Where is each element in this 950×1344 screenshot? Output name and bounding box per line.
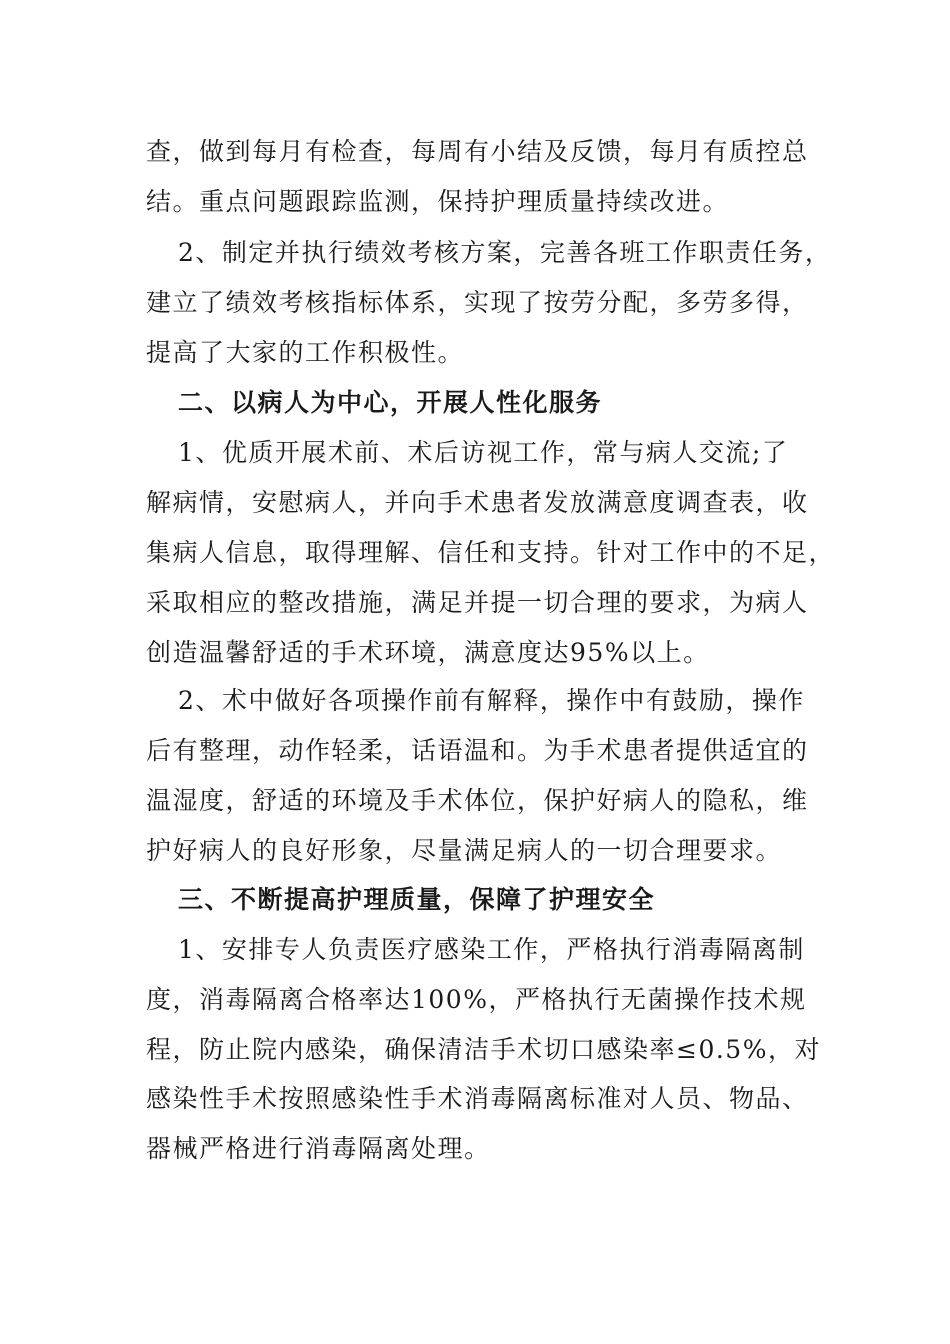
section-heading: 二、以病人为中心，开展人性化服务 xyxy=(178,388,603,417)
text-line: 器械严格进行消毒隔离处理。 xyxy=(146,1134,491,1163)
text-line: 后有整理，动作轻柔，话语温和。为手术患者提供适宜的 xyxy=(146,736,809,765)
text-line: 1、优质开展术前、术后访视工作，常与病人交流;了 xyxy=(178,438,789,467)
section-heading: 三、不断提高护理质量，保障了护理安全 xyxy=(178,885,656,914)
text-line: 提高了大家的工作积极性。 xyxy=(146,338,465,367)
text-line: 建立了绩效考核指标体系，实现了按劳分配，多劳多得， xyxy=(146,288,809,317)
text-line: 集病人信息，取得理解、信任和支持。针对工作中的不足， xyxy=(146,538,836,567)
text-line: 1、安排专人负责医疗感染工作，严格执行消毒隔离制 xyxy=(178,935,805,964)
text-line: 查，做到每月有检查，每周有小结及反馈，每月有质控总 xyxy=(146,137,809,166)
text-line: 采取相应的整改措施，满足并提一切合理的要求，为病人 xyxy=(146,588,809,617)
text-line: 感染性手术按照感染性手术消毒隔离标准对人员、物品、 xyxy=(146,1084,809,1113)
text-line: 创造温馨舒适的手术环境，满意度达95%以上。 xyxy=(146,638,710,667)
text-line: 程，防止院内感染，确保清洁手术切口感染率≤0.5%，对 xyxy=(146,1035,821,1064)
text-line: 2、制定并执行绩效考核方案，完善各班工作职责任务， xyxy=(178,238,832,267)
text-line: 2、术中做好各项操作前有解释，操作中有鼓励，操作 xyxy=(178,686,805,715)
text-line: 护好病人的良好形象，尽量满足病人的一切合理要求。 xyxy=(146,836,783,865)
text-line: 解病情，安慰病人，并向手术患者发放满意度调查表，收 xyxy=(146,488,809,517)
text-line: 度，消毒隔离合格率达100%，严格执行无菌操作技术规 xyxy=(146,985,807,1014)
text-line: 结。重点问题跟踪监测，保持护理质量持续改进。 xyxy=(146,187,730,216)
text-line: 温湿度，舒适的环境及手术体位，保护好病人的隐私，维 xyxy=(146,786,809,815)
